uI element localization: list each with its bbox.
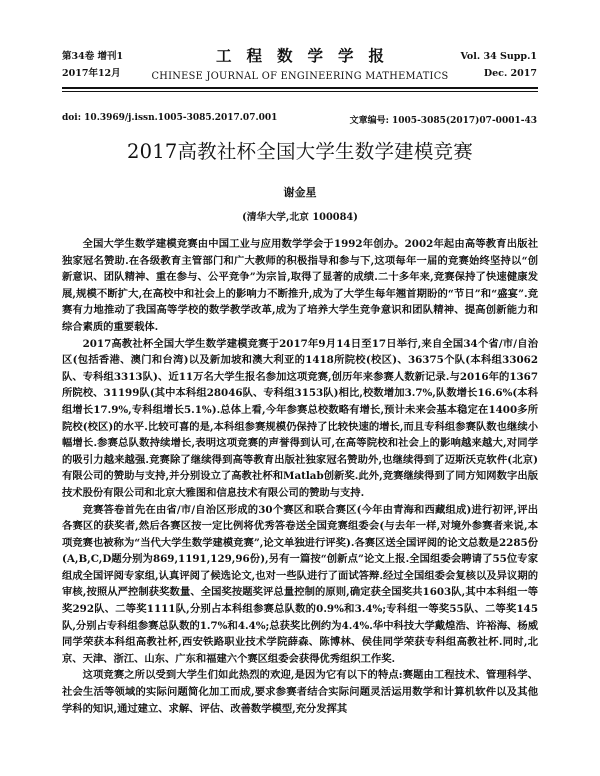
issue-date: 2017年12月 [62, 68, 121, 79]
affiliation: (清华大学,北京 100084) [242, 212, 358, 223]
article-body [62, 236, 538, 717]
volume: Vol. 34 Supp.1 [460, 51, 537, 62]
article-title: 2017高教社杯全国大学生数学建模竞赛 [127, 140, 473, 163]
paragraph: 竞赛答卷首先在由省/市/自治区形成的30个赛区和联合赛区(今年由青海和西藏组成)进行初评,评出各赛区的获奖者,然后各赛区按一定比例将优秀答卷送全国竞赛组委会(与去年一样,对境外参赛者来说,本项竞赛也被称为“当代大学生数学建模竞赛”,论文单独进行评奖).各赛区送全国评阅的论文总数是2285份(A,B,C,D题分别为869,1191,129,96份),另有一篇按“创新点”论文上报.全国组委会聘请了55位专家组成全国评阅专家组,认真评阅了候选论文,也对一些队进行了面试答辩.经过全国组委会复核以及异议期的审核,按照从严控制获奖数量、全国奖按题奖评总量控制的原则,确定获全国奖共1603队,其中本科组一等奖292队、二等奖1111队,分别占本科组参赛总队数的0.9%和3.4%;专科组一等奖55队、二等奖145队,分别占专科组参赛总队数的1.7%和4.4%;总获奖比例约为4.4%.华中科技大学戴煌浩、许裕海、杨威同学荣获本科组高教社杯,西安铁路职业技术学院薛森、陈博林、侯佳同学荣获专科组高教社杯.同时,北京、天津、浙江、山东、广东和福建六个赛区组委会获得优秀组织工作奖. [62, 503, 538, 665]
date-en: Dec. 2017 [483, 68, 537, 79]
journal-issue-info [62, 48, 123, 82]
paragraph: 全国大学生数学建模竞赛由中国工业与应用数学学会于1992年创办。2002年起由高等教育出版社独家冠名赞助.在各级教育主管部门和广大教师的积极指导和参与下,这项每年一届的竞赛始终坚持以“创新意识、团队精神、重在参与、公平竞争”为宗旨,取得了显著的成绩.二十多年来,竞赛保持了快速健康发展,规模不断扩大,在高校中和社会上的影响力不断推升,成为了大学生每年翘首期盼的“节日”和“盛宴”.竞赛有力地推动了我国高等学校的数学教学改革,成为了培养大学生竞争意识和团队精神、提高创新能力和综合素质的重要载体. [62, 238, 538, 333]
journal-volume-info [460, 48, 537, 82]
doi: doi: 10.3969/j.issn.1005-3085.2017.07.001 [62, 113, 278, 123]
article-number: 文章编号: 1005-3085(2017)07-0001-43 [349, 116, 537, 126]
author: 谢金星 [283, 186, 317, 199]
journal-name-en: CHINESE JOURNAL OF ENGINEERING MATHEMATICS [151, 71, 449, 82]
header-rule-thin [62, 91, 538, 92]
paragraph: 这项竞赛之所以受到大学生们如此热烈的欢迎,是因为它有以下的特点:赛题由工程技术、管理科学、社会生活等领域的实际问题简化加工而成,要求参赛者结合实际问题灵活运用数学和计算机软件以及其他学科的知识,通过建立、求解、评估、改善数学模型,充分发挥其 [62, 669, 538, 715]
journal-name-cn: 工程数学学报 [215, 46, 399, 65]
paragraph: 2017高教社杯全国大学生数学建模竞赛于2017年9月14日至17日举行,来自全国34个省/市/自治区(包括香港、澳门和台湾)以及新加坡和澳大利亚的1418所院校(校区)、36375个队(本科组33062队、专科组3313队)、近11万名大学生报名参加这项竞赛,创历年来参赛人数新记录.与2016年的1367所院校、31199队(其中本科组28046队、专科组3153队)相比,校数增加3.7%,队数增长16.6%(本科组增长17.9%,专科组增长5.1%).总体上看,今年参赛总校数略有增长,预计未来会基本稳定在1400多所院校(校区)的水平.比较可喜的是,本科组参赛规模仍保持了比较快速的增长,而且专科组参赛队数也继续小幅增长.参赛总队数持续增长,表明这项竞赛的声誉得到认可,在高等院校和社会上的影响越来越大,对同学的吸引力越来越强.竞赛除了继续得到高等教育出版社独家冠名赞助外,也继续得到了迈斯沃克软件(北京)有限公司的赞助与支持,并分别设立了高教社杯和Matlab创新奖.此外,竞赛继续得到了同方知网数字出版技术股份有限公司和北京大雅图和信息技术有限公司的赞助与支持. [62, 337, 538, 499]
journal-name-block [150, 44, 450, 82]
issue-number: 第34卷 增刊1 [62, 51, 124, 62]
header-rule-thick [62, 87, 538, 89]
